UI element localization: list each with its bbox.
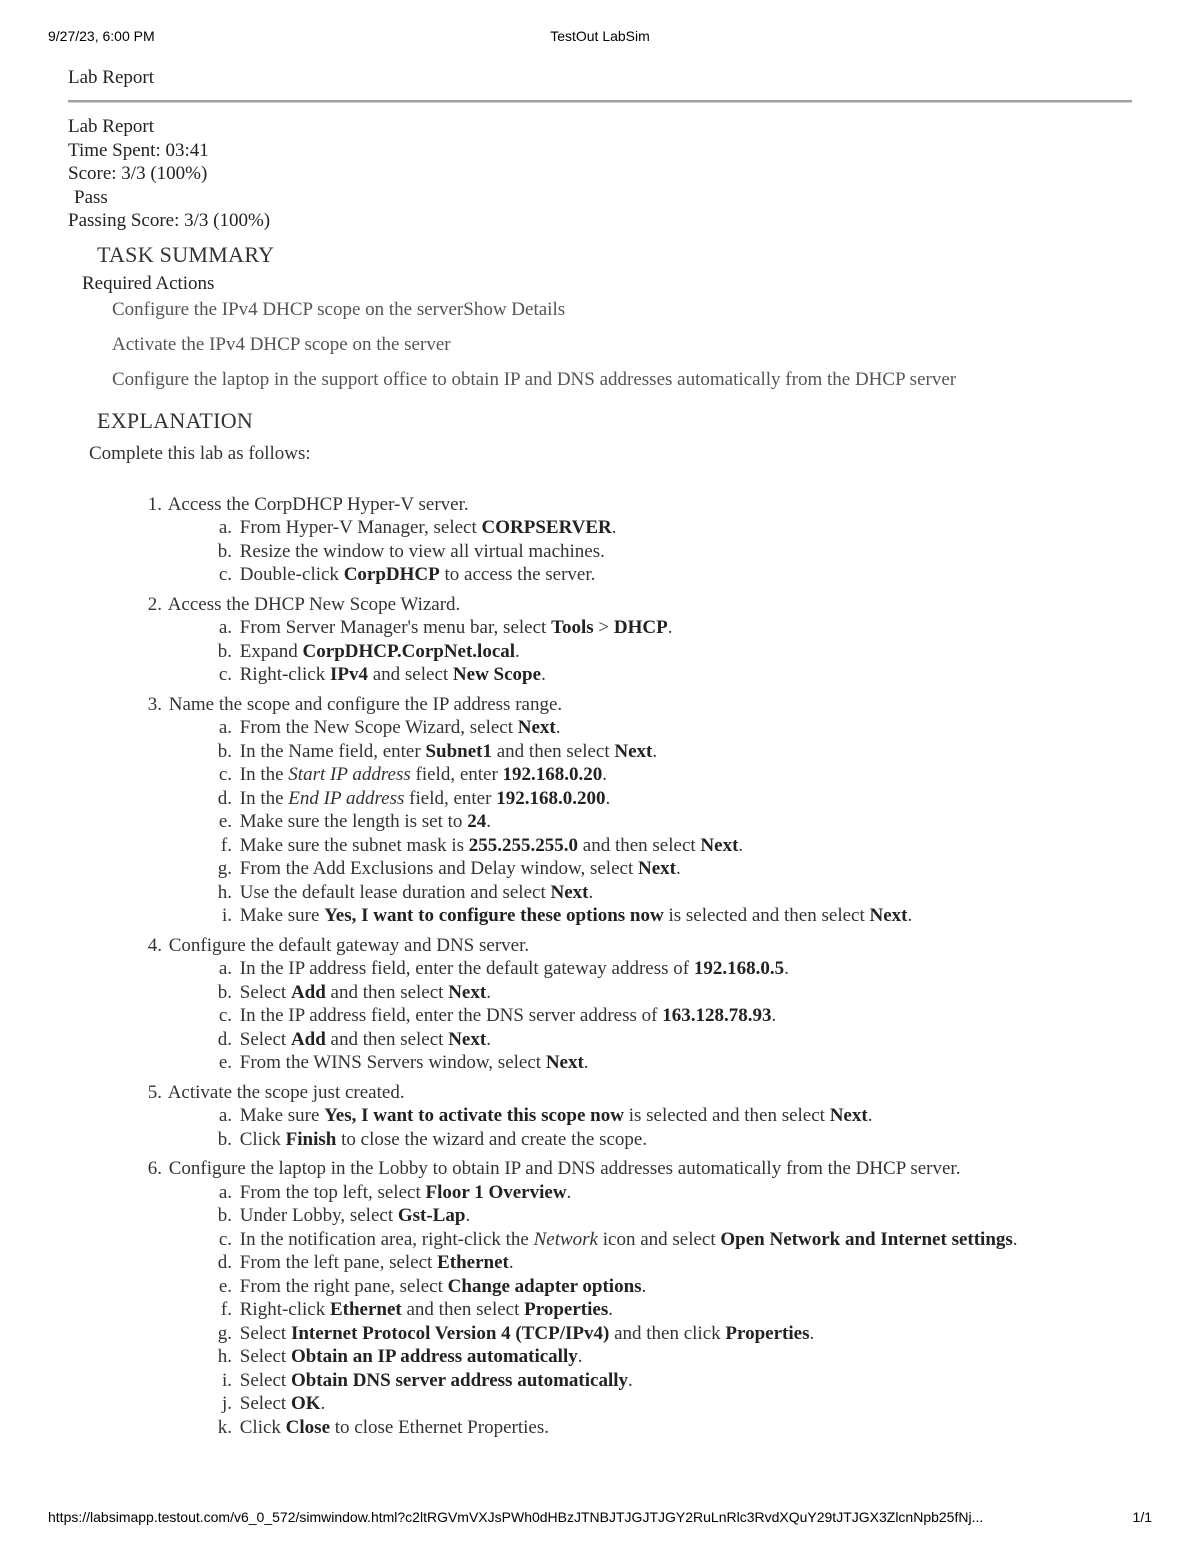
substep-item xyxy=(208,904,1132,928)
field-term: Network xyxy=(533,1228,598,1250)
substep-text: . xyxy=(605,787,611,809)
show-details-link[interactable]: Show Details xyxy=(463,298,566,320)
required-action xyxy=(112,333,1132,357)
substep-letter: f. xyxy=(220,1299,232,1320)
substep-text: In the IP address field, enter the default gateway address of xyxy=(239,958,694,979)
substep-letter: d. xyxy=(217,1028,232,1050)
substep-letter: f. xyxy=(220,834,232,856)
ui-term: 192.168.0.20 xyxy=(502,764,603,785)
substep-item xyxy=(208,1004,1132,1028)
substep-letter: b. xyxy=(217,1205,232,1226)
substep-letter: b. xyxy=(217,1128,232,1150)
required-action xyxy=(112,368,1132,392)
substep-text: to close Ethernet Properties. xyxy=(330,1416,549,1438)
substep-item xyxy=(208,1369,1132,1393)
ui-term: Close xyxy=(285,1416,330,1438)
substep-text: Make sure the length is set to xyxy=(239,811,468,832)
substep-text: In the xyxy=(239,764,289,785)
print-footer xyxy=(48,1509,1152,1529)
substep-text: . xyxy=(809,1322,815,1344)
ui-term: Next xyxy=(700,834,739,856)
ui-term: Obtain an IP address automatically xyxy=(290,1346,578,1367)
ui-term: Floor 1 Overview xyxy=(425,1181,567,1203)
substep-letter: b. xyxy=(217,640,232,662)
substep-text: . xyxy=(583,1052,589,1073)
ui-term: Finish xyxy=(285,1128,337,1150)
page-url: https://labsimapp.testout.com/v6_0_572/simwindow.html?c2ltRGVmVXJsPWh0dHBzJTNBJTJGJTJGY2RuLnRlc3RvdXQuY29tJTJGX3ZlcnNpb25fNj... xyxy=(48,1509,984,1525)
substep-item xyxy=(208,1251,1132,1275)
substep-text: field, enter xyxy=(404,787,497,809)
field-term: End IP address xyxy=(288,787,405,809)
substep-letter: c. xyxy=(218,1228,232,1250)
substep-letter: h. xyxy=(217,1346,232,1367)
step-number: 1. xyxy=(147,493,162,515)
ui-term: Next xyxy=(545,1052,584,1073)
title-divider xyxy=(68,100,1132,103)
substep-text: Right-click xyxy=(239,664,330,685)
substep-text: Under Lobby, select xyxy=(239,1205,398,1226)
time-spent: Time Spent: 03:41 xyxy=(68,139,209,161)
substep-text: From the right pane, select xyxy=(239,1275,448,1297)
substep-letter: h. xyxy=(217,881,232,903)
substep-letter: j. xyxy=(221,1393,232,1414)
substep-item xyxy=(208,857,1132,881)
steps-list xyxy=(68,493,1132,1440)
substep-text: is selected and then select xyxy=(623,1105,830,1126)
ui-term: Next xyxy=(829,1105,868,1126)
required-action-text: Activate the IPv4 DHCP scope on the server xyxy=(112,333,451,355)
ui-term: Add xyxy=(290,1028,326,1050)
page-title: Lab Report xyxy=(68,67,155,88)
ui-term: Next xyxy=(448,1028,487,1050)
explanation-heading: EXPLANATION xyxy=(97,407,254,433)
step-text: Name the scope and configure the IP address range. xyxy=(168,693,563,715)
substep-text: From the WINS Servers window, select xyxy=(239,1052,546,1073)
substep-text: . xyxy=(602,764,608,785)
substep-text: to close the wizard and create the scope. xyxy=(336,1128,648,1150)
substep-text: Resize the window to view all virtual machines. xyxy=(239,540,605,562)
print-title: TestOut LabSim xyxy=(550,28,650,44)
substep-letter: a. xyxy=(218,717,232,738)
substep-text: In the xyxy=(239,787,289,809)
substep-item xyxy=(208,1345,1132,1369)
required-action-text: Configure the laptop in the support office to obtain IP and DNS addresses automatically from the DHCP server xyxy=(112,368,957,390)
substep-letter: a. xyxy=(218,958,232,979)
substep-text: Select xyxy=(239,1393,291,1414)
substep-text: . xyxy=(508,1252,514,1273)
ui-term: CorpDHCP xyxy=(343,564,440,585)
ui-term: DHCP xyxy=(613,617,668,638)
substep-text: . xyxy=(465,1205,471,1226)
substep-text: Right-click xyxy=(239,1299,330,1320)
substep-letter: b. xyxy=(217,981,232,1003)
ui-term: Open Network and Internet settings xyxy=(720,1228,1013,1250)
step-item xyxy=(68,593,1132,687)
substep-item xyxy=(208,663,1132,687)
substep-text: field, enter xyxy=(410,764,503,785)
required-action-text: Configure the IPv4 DHCP scope on the server xyxy=(112,298,464,320)
substep-text: Expand xyxy=(239,640,303,662)
substep-text: Select xyxy=(239,1369,291,1391)
summary-heading: Lab Report xyxy=(68,116,155,137)
score-summary xyxy=(68,115,1132,233)
ui-term: 24 xyxy=(467,811,487,832)
substep-item xyxy=(208,1181,1132,1205)
substep-text: Make sure xyxy=(239,1105,325,1126)
substep-text: In the Name field, enter xyxy=(239,740,426,762)
substep-text: Click xyxy=(239,1416,286,1438)
substep-letter: g. xyxy=(217,858,232,879)
substep-text: Use the default lease duration and select xyxy=(239,881,551,903)
substep-text: . xyxy=(588,881,594,903)
ui-term: Internet Protocol Version 4 (TCP/IPv4) xyxy=(290,1322,610,1344)
substep-text: . xyxy=(675,858,681,879)
substep-letter: c. xyxy=(218,564,232,585)
step-text: Activate the scope just created. xyxy=(167,1081,405,1103)
substep-item xyxy=(208,1392,1132,1416)
substep-letter: e. xyxy=(218,1275,232,1297)
substep-text: . xyxy=(541,664,546,685)
substep-text: and then select xyxy=(401,1299,525,1320)
substep-text: icon and select xyxy=(598,1228,721,1250)
substep-item xyxy=(208,1275,1132,1299)
substep-text: Select xyxy=(239,981,291,1003)
ui-term: Obtain DNS server address automatically xyxy=(290,1369,629,1391)
substep-text: . xyxy=(738,834,744,856)
substep-text: From Hyper-V Manager, select xyxy=(239,517,482,538)
substep-text: From the Add Exclusions and Delay window, select xyxy=(239,858,638,879)
substep-text: to access the server. xyxy=(439,564,596,585)
ui-term: Next xyxy=(637,858,676,879)
substep-item xyxy=(208,810,1132,834)
ui-term: CorpDHCP.CorpNet.local xyxy=(302,640,516,662)
ui-term: CORPSERVER xyxy=(481,517,612,538)
ui-term: Next xyxy=(869,905,908,926)
passing-score: Passing Score: 3/3 (100%) xyxy=(68,210,271,231)
substep-letter: e. xyxy=(218,811,232,832)
substep-text: In the notification area, right-click the xyxy=(239,1228,534,1250)
substep-item xyxy=(208,716,1132,740)
print-header xyxy=(48,28,1152,48)
ui-term: 163.128.78.93 xyxy=(662,1005,772,1026)
substep-text: and select xyxy=(367,664,453,685)
substep-text: . xyxy=(652,740,658,762)
substep-item xyxy=(208,1322,1132,1346)
print-date: 9/27/23, 6:00 PM xyxy=(48,28,155,44)
ui-term: Tools xyxy=(551,617,594,638)
substep-text: . xyxy=(784,958,789,979)
substep-text: Double-click xyxy=(239,564,344,585)
substep-item xyxy=(208,540,1132,564)
substep-item xyxy=(208,640,1132,664)
substep-text: . xyxy=(641,1275,647,1297)
substep-letter: i. xyxy=(221,905,232,926)
substep-item xyxy=(208,1298,1132,1322)
step-number: 5. xyxy=(147,1081,162,1103)
substep-text: . xyxy=(867,1105,873,1126)
ui-term: Add xyxy=(290,981,326,1003)
step-number: 3. xyxy=(147,693,162,715)
substep-letter: i. xyxy=(221,1369,232,1391)
step-text: Configure the laptop in the Lobby to obtain IP and DNS addresses automatically from the DHCP server. xyxy=(168,1158,961,1179)
substep-text: and then select xyxy=(578,834,701,856)
ui-term: New Scope xyxy=(452,664,542,685)
substep-text: and then click xyxy=(609,1322,726,1344)
step-item xyxy=(68,934,1132,1075)
substep-letter: a. xyxy=(218,617,232,638)
ui-term: 255.255.255.0 xyxy=(468,834,579,856)
substep-item xyxy=(208,740,1132,764)
ui-term: Properties xyxy=(725,1322,810,1344)
explanation-intro: Complete this lab as follows: xyxy=(89,442,311,464)
substep-letter: d. xyxy=(217,1252,232,1273)
substep-letter: g. xyxy=(217,1322,232,1344)
substep-text: . xyxy=(907,905,913,926)
substep-letter: a. xyxy=(218,517,232,538)
step-item xyxy=(68,693,1132,928)
substep-text: and then select xyxy=(325,981,449,1003)
substep-letter: c. xyxy=(218,664,232,685)
substep-item xyxy=(208,834,1132,858)
ui-term: Gst-Lap xyxy=(397,1205,466,1226)
substep-text: . xyxy=(611,517,617,538)
substep-letter: k. xyxy=(217,1416,232,1438)
substep-text: . xyxy=(555,717,561,738)
substep-text: From the New Scope Wizard, select xyxy=(239,717,518,738)
substep-text: . xyxy=(1012,1228,1018,1250)
substep-text: . xyxy=(320,1393,326,1414)
ui-term: OK xyxy=(290,1393,321,1414)
ui-term: Next xyxy=(448,981,487,1003)
score: Score: 3/3 (100%) xyxy=(68,163,208,184)
substep-text: . xyxy=(486,981,491,1003)
substep-text: From Server Manager's menu bar, select xyxy=(239,617,552,638)
ui-term: 192.168.0.200 xyxy=(496,787,606,809)
substep-letter: b. xyxy=(217,540,232,562)
ui-term: Ethernet xyxy=(329,1299,402,1320)
required-actions-list xyxy=(68,298,1132,392)
ui-term: Properties xyxy=(524,1299,609,1320)
step-text: Access the DHCP New Scope Wizard. xyxy=(167,593,461,615)
report-content xyxy=(68,64,1132,1445)
ui-term: 192.168.0.5 xyxy=(693,958,785,979)
ui-term: Change adapter options xyxy=(447,1275,642,1297)
step-number: 2. xyxy=(147,593,162,615)
ui-term: Next xyxy=(517,717,556,738)
substep-letter: c. xyxy=(218,764,232,785)
substep-letter: a. xyxy=(218,1181,232,1203)
ui-term: Next xyxy=(550,881,589,903)
task-summary-heading: TASK SUMMARY xyxy=(97,241,275,267)
substep-letter: d. xyxy=(217,787,232,809)
substep-item xyxy=(208,516,1132,540)
substep-item xyxy=(208,1028,1132,1052)
substep-text: . xyxy=(771,1005,777,1026)
ui-term: Subnet1 xyxy=(425,740,492,762)
substep-letter: e. xyxy=(218,1052,232,1073)
ui-term: IPv4 xyxy=(329,664,368,685)
substep-item xyxy=(208,787,1132,811)
substep-item xyxy=(208,1228,1132,1252)
step-text: Access the CorpDHCP Hyper-V server. xyxy=(167,493,469,515)
substep-letter: c. xyxy=(218,1005,232,1026)
substep-item xyxy=(208,1104,1132,1128)
substep-item xyxy=(208,881,1132,905)
substep-text: . xyxy=(667,617,673,638)
substep-text: > xyxy=(593,617,614,638)
substep-text: and then select xyxy=(325,1028,449,1050)
substep-text: . xyxy=(577,1346,583,1367)
substep-text: From the left pane, select xyxy=(239,1252,438,1273)
field-term: Start IP address xyxy=(288,764,411,785)
substep-item xyxy=(208,957,1132,981)
ui-term: Next xyxy=(614,740,653,762)
ui-term: Yes, I want to activate this scope now xyxy=(324,1105,624,1126)
required-action xyxy=(112,298,1132,322)
substep-item xyxy=(208,1416,1132,1440)
substep-item xyxy=(208,1204,1132,1228)
substep-item xyxy=(208,763,1132,787)
substep-letter: b. xyxy=(217,740,232,762)
step-number: 4. xyxy=(147,934,162,956)
substep-text: is selected and then select xyxy=(663,905,870,926)
substep-text: . xyxy=(515,640,520,662)
substep-item xyxy=(208,616,1132,640)
step-text: Configure the default gateway and DNS server. xyxy=(168,934,530,956)
substep-item xyxy=(208,981,1132,1005)
substep-text: Select xyxy=(239,1346,291,1367)
substep-text: . xyxy=(628,1369,633,1391)
page-number: 1/1 xyxy=(1132,1509,1152,1525)
substep-text: . xyxy=(486,1028,491,1050)
substep-text: Click xyxy=(239,1128,286,1150)
substep-text: From the top left, select xyxy=(239,1181,426,1203)
step-number: 6. xyxy=(147,1158,162,1179)
step-item xyxy=(68,493,1132,587)
substep-item xyxy=(208,563,1132,587)
substep-text: . xyxy=(608,1299,613,1320)
substep-text: . xyxy=(486,811,491,832)
substep-item xyxy=(208,1051,1132,1075)
substep-text: Select xyxy=(239,1028,291,1050)
step-item xyxy=(68,1081,1132,1152)
substep-item xyxy=(208,1128,1132,1152)
result-status: Pass xyxy=(74,186,108,208)
ui-term: Ethernet xyxy=(437,1252,509,1273)
substep-text: Make sure xyxy=(239,905,325,926)
ui-term: Yes, I want to configure these options now xyxy=(324,905,664,926)
substep-letter: a. xyxy=(218,1105,232,1126)
substep-text: Select xyxy=(239,1322,291,1344)
substep-text: and then select xyxy=(491,740,615,762)
required-actions-label: Required Actions xyxy=(82,272,215,294)
substep-text: In the IP address field, enter the DNS server address of xyxy=(239,1005,663,1026)
substep-text: . xyxy=(566,1181,572,1203)
step-item xyxy=(68,1157,1132,1439)
substep-text: Make sure the subnet mask is xyxy=(239,834,469,856)
